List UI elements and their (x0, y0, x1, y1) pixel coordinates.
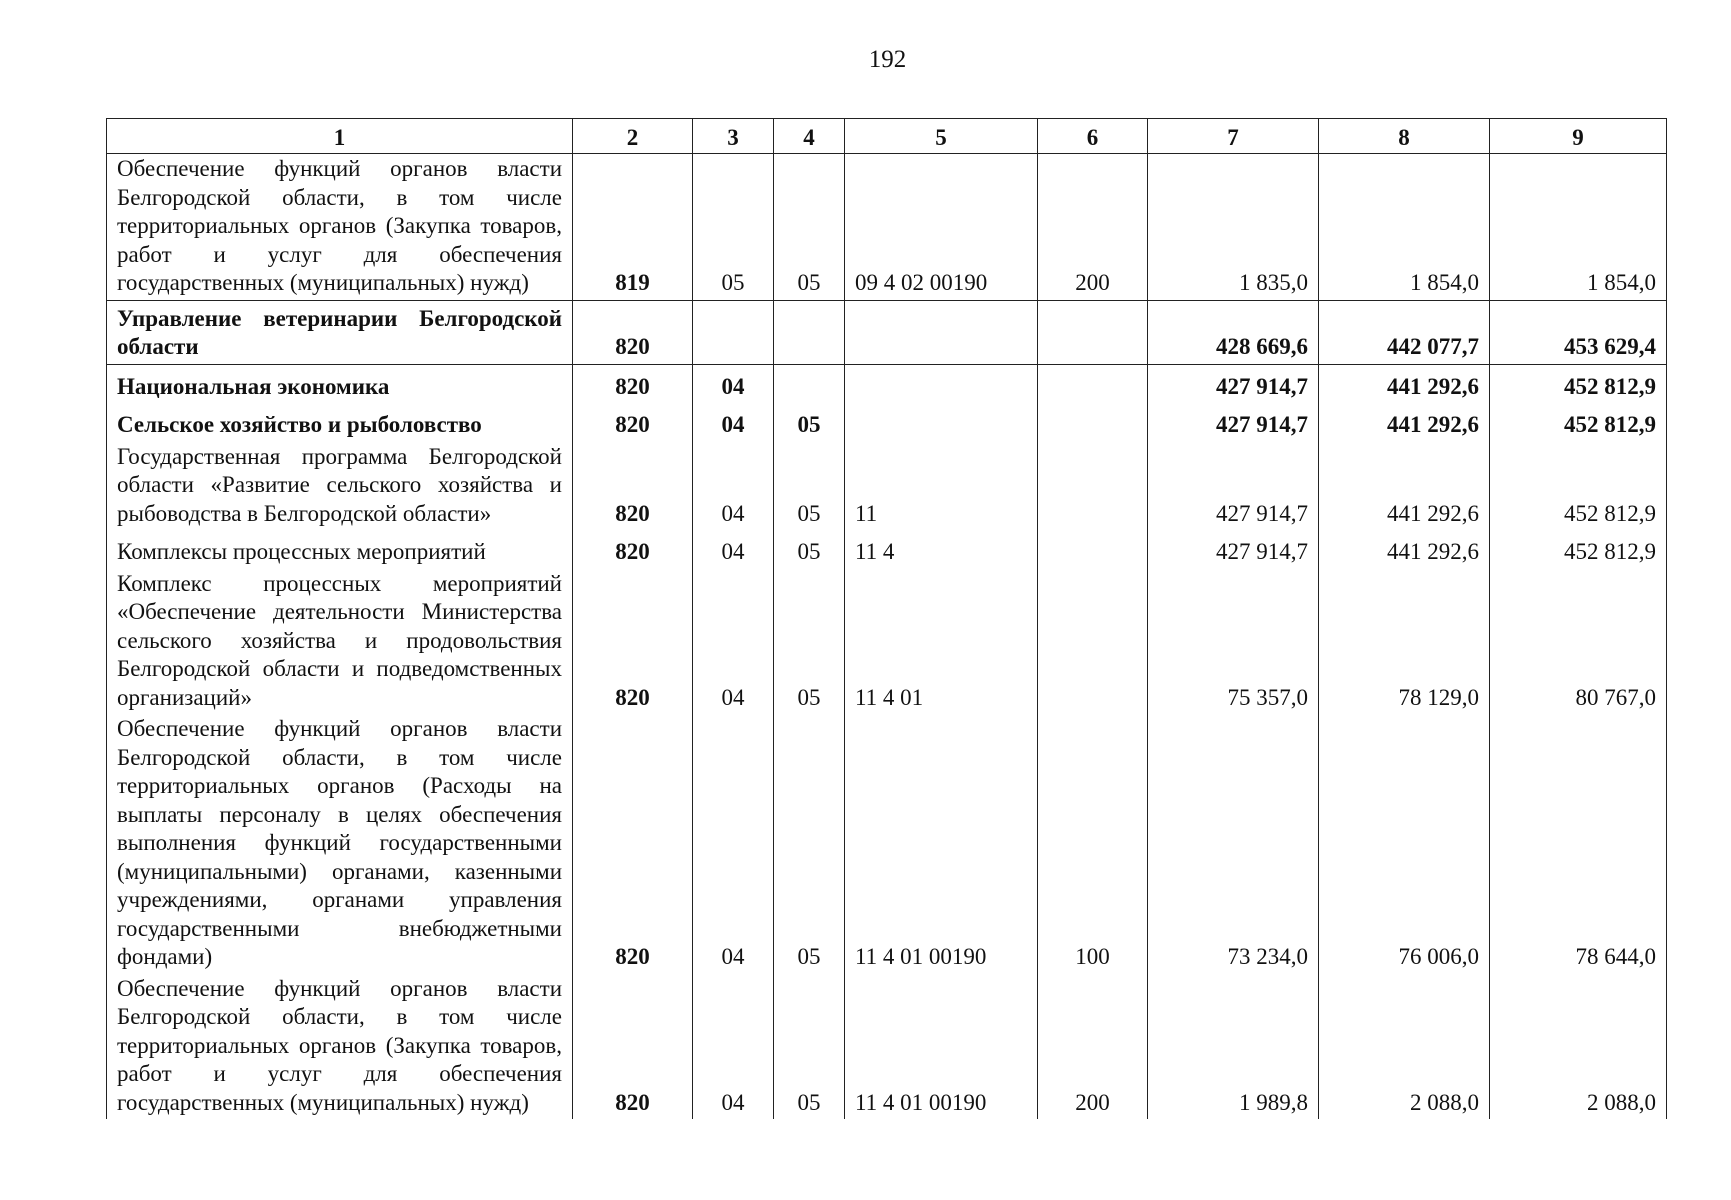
row-pr: 05 (774, 154, 845, 301)
row-pr: 05 (774, 403, 845, 442)
header-col-8: 8 (1319, 119, 1490, 154)
header-col-4: 4 (774, 119, 845, 154)
row-name: Комплекс процессных мероприятий «Обеспечение деятельности Министерства сельского хозяйства и продовольствия Белгородской области и подведомственных организаций» (107, 569, 573, 715)
table-row (107, 442, 1667, 531)
table-row (107, 714, 1667, 974)
row-rz: 04 (693, 530, 774, 569)
row-year1: 1 835,0 (1148, 154, 1319, 301)
row-year3: 452 812,9 (1490, 442, 1667, 531)
table-row (107, 530, 1667, 569)
page-number: 192 (868, 46, 907, 73)
row-year1: 427 914,7 (1148, 403, 1319, 442)
row-name: Комплексы процессных мероприятий (107, 530, 573, 569)
row-csr: 11 4 01 (845, 569, 1038, 715)
header-col-9: 9 (1490, 119, 1667, 154)
row-year2: 441 292,6 (1319, 364, 1490, 403)
row-csr: 09 4 02 00190 (845, 154, 1038, 301)
row-csr: 11 (845, 442, 1038, 531)
row-pr (774, 364, 845, 403)
row-year1: 427 914,7 (1148, 530, 1319, 569)
table-row (107, 569, 1667, 715)
row-vr (1038, 300, 1148, 364)
row-year3: 78 644,0 (1490, 714, 1667, 974)
row-pr: 05 (774, 974, 845, 1120)
row-year2: 441 292,6 (1319, 403, 1490, 442)
row-pr (774, 300, 845, 364)
table-row (107, 974, 1667, 1120)
row-pr: 05 (774, 530, 845, 569)
table-row (107, 364, 1667, 403)
header-col-5: 5 (845, 119, 1038, 154)
row-rz: 04 (693, 364, 774, 403)
row-year3: 2 088,0 (1490, 974, 1667, 1120)
table-row (107, 300, 1667, 364)
row-csr (845, 300, 1038, 364)
row-name: Национальная экономика (107, 364, 573, 403)
row-csr: 11 4 (845, 530, 1038, 569)
row-year1: 1 989,8 (1148, 974, 1319, 1120)
row-vr (1038, 442, 1148, 531)
row-name: Обеспечение функций органов власти Белгородской области, в том числе территориальных органов (Закупка товаров, работ и услуг для обеспечения государственных (муниципальных) нужд) (107, 974, 573, 1120)
budget-table (106, 118, 1667, 1119)
row-year3: 452 812,9 (1490, 403, 1667, 442)
row-year2: 2 088,0 (1319, 974, 1490, 1120)
row-vr: 200 (1038, 154, 1148, 301)
table-header-row (107, 119, 1667, 154)
row-csr (845, 403, 1038, 442)
row-year1: 75 357,0 (1148, 569, 1319, 715)
row-grbs: 820 (573, 300, 693, 364)
row-vr (1038, 569, 1148, 715)
row-csr: 11 4 01 00190 (845, 974, 1038, 1120)
table-row (107, 154, 1667, 301)
row-grbs: 820 (573, 364, 693, 403)
row-rz: 05 (693, 154, 774, 301)
row-grbs: 820 (573, 403, 693, 442)
row-grbs: 820 (573, 974, 693, 1120)
header-col-7: 7 (1148, 119, 1319, 154)
row-year3: 80 767,0 (1490, 569, 1667, 715)
row-rz: 04 (693, 403, 774, 442)
row-year1: 427 914,7 (1148, 442, 1319, 531)
row-rz: 04 (693, 974, 774, 1120)
row-name: Управление ветеринарии Белгородской области (107, 300, 573, 364)
row-vr (1038, 403, 1148, 442)
row-name: Государственная программа Белгородской области «Развитие сельского хозяйства и рыбоводства в Белгородской области» (107, 442, 573, 531)
row-vr (1038, 530, 1148, 569)
row-year3: 1 854,0 (1490, 154, 1667, 301)
row-year1: 428 669,6 (1148, 300, 1319, 364)
row-year2: 1 854,0 (1319, 154, 1490, 301)
row-pr: 05 (774, 714, 845, 974)
row-csr (845, 364, 1038, 403)
row-year2: 442 077,7 (1319, 300, 1490, 364)
header-col-6: 6 (1038, 119, 1148, 154)
row-year2: 76 006,0 (1319, 714, 1490, 974)
row-vr (1038, 364, 1148, 403)
row-rz: 04 (693, 442, 774, 531)
row-csr: 11 4 01 00190 (845, 714, 1038, 974)
row-grbs: 820 (573, 714, 693, 974)
row-grbs: 819 (573, 154, 693, 301)
row-name: Обеспечение функций органов власти Белгородской области, в том числе территориальных органов (Расходы на выплаты персоналу в целях обеспечения выполнения функций государственными (муниципальными) органами, казенными учреждениями, органами управления государственными внебюджетными фондами) (107, 714, 573, 974)
header-col-2: 2 (573, 119, 693, 154)
row-grbs: 820 (573, 442, 693, 531)
row-grbs: 820 (573, 569, 693, 715)
row-year3: 452 812,9 (1490, 530, 1667, 569)
row-year1: 73 234,0 (1148, 714, 1319, 974)
row-rz: 04 (693, 714, 774, 974)
row-pr: 05 (774, 442, 845, 531)
table-row (107, 403, 1667, 442)
row-year3: 452 812,9 (1490, 364, 1667, 403)
row-year2: 441 292,6 (1319, 442, 1490, 531)
row-rz: 04 (693, 569, 774, 715)
header-col-1: 1 (107, 119, 573, 154)
row-pr: 05 (774, 569, 845, 715)
row-year2: 441 292,6 (1319, 530, 1490, 569)
row-rz (693, 300, 774, 364)
header-col-3: 3 (693, 119, 774, 154)
row-grbs: 820 (573, 530, 693, 569)
row-year2: 78 129,0 (1319, 569, 1490, 715)
row-name: Обеспечение функций органов власти Белгородской области, в том числе территориальных органов (Закупка товаров, работ и услуг для обеспечения государственных (муниципальных) нужд) (107, 154, 573, 301)
row-year3: 453 629,4 (1490, 300, 1667, 364)
row-year1: 427 914,7 (1148, 364, 1319, 403)
row-vr: 100 (1038, 714, 1148, 974)
row-name: Сельское хозяйство и рыболовство (107, 403, 573, 442)
row-vr: 200 (1038, 974, 1148, 1120)
